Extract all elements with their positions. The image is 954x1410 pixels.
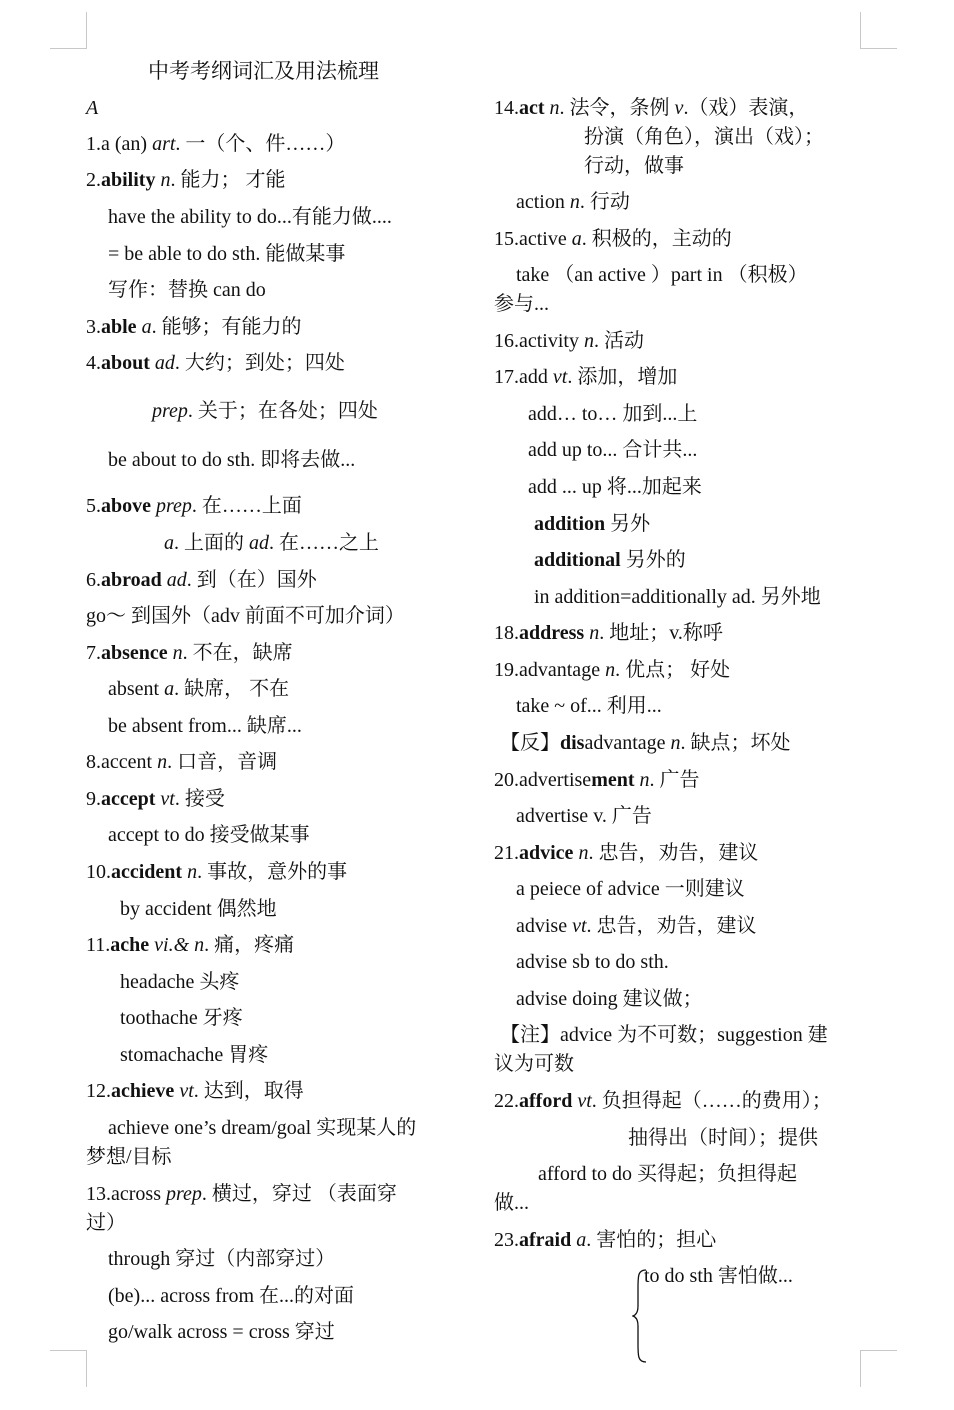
entry-text: accept to do 接受做某事 xyxy=(108,824,310,846)
entry-text: advantage xyxy=(584,732,671,754)
headword-bold: advice xyxy=(519,842,574,864)
entry-line xyxy=(494,327,644,355)
entry-text: 15.active xyxy=(494,228,572,250)
entry-text: 【注】advice 为不可数；suggestion 建 xyxy=(500,1024,828,1046)
entry-text: by accident 偶然地 xyxy=(120,898,277,920)
headword-bold: able xyxy=(101,316,137,338)
entry-text: 扮演（角色），演出（戏）； xyxy=(584,126,824,148)
entry-line xyxy=(516,692,662,720)
headword-bold: achieve xyxy=(111,1080,175,1102)
entry-text: 写作：替换 can do xyxy=(108,279,266,301)
entry-text: 议为可数 xyxy=(494,1053,574,1075)
entry-line xyxy=(494,1226,716,1254)
entry-line xyxy=(644,1262,793,1290)
entry-line xyxy=(86,1180,397,1208)
part-of-speech: n xyxy=(605,659,616,681)
entry-line xyxy=(516,948,669,976)
entry-line xyxy=(108,1318,335,1346)
entry-line xyxy=(516,985,703,1013)
entry-line xyxy=(534,546,686,574)
headword-bold: abroad xyxy=(101,569,162,591)
part-of-speech: vt xyxy=(577,1090,592,1112)
entry-text: . 缺席， 不在 xyxy=(174,678,290,700)
entry-line xyxy=(528,473,702,501)
entry-line xyxy=(164,529,379,557)
entry-text: . 一（个、件……） xyxy=(175,133,346,155)
headword-bold: absence xyxy=(101,642,168,664)
part-of-speech: n xyxy=(589,622,600,644)
entry-text: 参与... xyxy=(494,293,549,315)
part-of-speech: a xyxy=(164,532,174,554)
entry-line xyxy=(628,1124,818,1152)
entry-text: 19.advantage xyxy=(494,659,606,681)
headword-bold: above xyxy=(101,495,151,517)
entry-line xyxy=(494,656,730,684)
entry-text: . 缺点；坏处 xyxy=(680,732,791,754)
part-of-speech: A xyxy=(86,97,99,119)
part-of-speech: n xyxy=(670,732,681,754)
headword-bold: afford xyxy=(519,1090,573,1112)
headword-bold: ment xyxy=(591,769,635,791)
entry-text: achieve one’s dream/goal 实现某人的 xyxy=(108,1117,417,1139)
entry-text: 9. xyxy=(86,788,101,810)
entry-text: . 接受 xyxy=(174,788,225,810)
entry-line xyxy=(86,166,285,194)
headword-bold: addition xyxy=(534,513,606,535)
part-of-speech: ad xyxy=(166,569,187,591)
entry-text: take （an active ）part in （积极） xyxy=(516,264,808,286)
part-of-speech: a xyxy=(141,316,152,338)
entry-line xyxy=(494,1189,529,1217)
part-of-speech: prep xyxy=(165,1183,202,1205)
entry-text: afford to do 买得起；负担得起 xyxy=(538,1163,798,1185)
entry-line xyxy=(86,785,225,813)
entry-line xyxy=(120,1041,268,1069)
entry-text: . 大约；到处；四处 xyxy=(174,352,345,374)
entry-text: 2. xyxy=(86,169,101,191)
entry-line xyxy=(86,313,302,341)
entry-text: (be)... across from 在...的对面 xyxy=(108,1285,355,1307)
headword-bold: ache xyxy=(110,934,150,956)
entry-text: 5. xyxy=(86,495,101,517)
entry-text: . 地址；v.称呼 xyxy=(599,622,723,644)
entry-line xyxy=(534,510,650,538)
entry-line xyxy=(516,802,652,830)
headword-bold: dis xyxy=(560,732,585,754)
part-of-speech: ad xyxy=(154,352,175,374)
entry-text: 7. xyxy=(86,642,101,664)
part-of-speech: n xyxy=(569,191,580,213)
entry-line xyxy=(108,821,310,849)
entry-text: . 积极的，主动的 xyxy=(581,228,732,250)
entry-text: add up to... 合计共... xyxy=(528,439,698,461)
entry-text: 另外的 xyxy=(620,549,686,571)
entry-text: action xyxy=(516,191,570,213)
entry-text: add… to… 加到...上 xyxy=(528,403,698,425)
part-of-speech: prep xyxy=(152,400,188,422)
entry-line xyxy=(494,766,700,794)
entry-text: go/walk across = cross 穿过 xyxy=(108,1321,335,1343)
entry-text: 12. xyxy=(86,1080,111,1102)
part-of-speech: n xyxy=(157,751,168,773)
entry-text: . 口音，音调 xyxy=(167,751,278,773)
entry-line xyxy=(86,566,317,594)
part-of-speech: ad xyxy=(249,532,269,554)
entry-text: 行动，做事 xyxy=(584,155,684,177)
entry-text: . 能够；有能力的 xyxy=(151,316,302,338)
headword-bold: accept xyxy=(101,788,156,810)
entry-line xyxy=(534,583,821,611)
entry-text: . 在……上面 xyxy=(191,495,302,517)
entry-line xyxy=(108,203,392,231)
entry-text: 8.accent xyxy=(86,751,158,773)
entry-text: 梦想/目标 xyxy=(86,1146,172,1168)
entry-line xyxy=(584,152,684,180)
entry-text: . 痛，疼痛 xyxy=(204,934,295,956)
headword-bold: accident xyxy=(111,861,183,883)
entry-text: be about to do sth. 即将去做... xyxy=(108,449,356,471)
entry-line xyxy=(108,1282,354,1310)
entry-text: .（戏）表演， xyxy=(683,97,809,119)
entry-text: . 达到，取得 xyxy=(193,1080,304,1102)
entry-text: . 横过，穿过 （表面穿 xyxy=(201,1183,397,1205)
headword-bold: about xyxy=(101,352,150,374)
entry-text: advise sb to do sth. xyxy=(516,951,669,973)
entry-line xyxy=(494,94,808,122)
entry-text: advertise v. 广告 xyxy=(516,805,652,827)
entry-line xyxy=(108,240,345,268)
entry-line xyxy=(500,729,791,757)
headword-bold: ability xyxy=(101,169,156,191)
entry-text: . 负担得起（……的费用）； xyxy=(591,1090,832,1112)
headword-bold: additional xyxy=(534,549,621,571)
entry-line xyxy=(516,875,745,903)
entry-line xyxy=(494,1050,574,1078)
entry-line xyxy=(528,436,697,464)
entry-text: 做... xyxy=(494,1192,529,1214)
entry-text: 另外 xyxy=(605,513,651,535)
entry-text: go～ 到国外（adv 前面不可加介词） xyxy=(86,605,405,627)
part-of-speech: n xyxy=(172,642,183,664)
entry-line xyxy=(584,123,824,151)
entry-text: . 事故，意外的事 xyxy=(197,861,348,883)
entry-text: 过） xyxy=(86,1212,126,1234)
headword-bold: address xyxy=(519,622,585,644)
entry-line xyxy=(516,188,630,216)
entry-line xyxy=(86,748,277,776)
entry-text: 1.a (an) xyxy=(86,133,153,155)
entry-text: 21. xyxy=(494,842,519,864)
headword-bold: act xyxy=(519,97,545,119)
part-of-speech: n xyxy=(583,330,594,352)
entry-text: advise doing 建议做； xyxy=(516,988,703,1010)
part-of-speech: a xyxy=(571,228,582,250)
entry-text: 3. xyxy=(86,316,101,338)
part-of-speech: a xyxy=(164,678,175,700)
entry-text: . 广告 xyxy=(649,769,700,791)
entry-text: take ~ of... 利用... xyxy=(516,695,662,717)
entry-text: 20.advertise xyxy=(494,769,592,791)
entry-text: 10. xyxy=(86,861,111,883)
entry-text: be absent from... 缺席... xyxy=(108,715,302,737)
entry-line xyxy=(120,1004,243,1032)
part-of-speech: n xyxy=(549,97,560,119)
entry-text: have the ability to do...有能力做.... xyxy=(108,206,392,228)
part-of-speech: n xyxy=(578,842,589,864)
entry-text: . 上面的 xyxy=(174,532,249,554)
entry-text: . 关于；在各处；四处 xyxy=(187,400,378,422)
crop-mark-bottom-left xyxy=(50,1350,87,1387)
entry-line xyxy=(516,912,757,940)
entry-text: . 不在，缺席 xyxy=(182,642,293,664)
entry-text: through 穿过（内部穿过） xyxy=(108,1248,336,1270)
entry-line xyxy=(108,675,289,703)
entry-line xyxy=(86,858,347,886)
entry-line xyxy=(120,968,239,996)
curly-brace-icon xyxy=(632,1268,650,1364)
entry-line xyxy=(86,130,345,158)
entry-line xyxy=(86,931,294,959)
headword-bold: afraid xyxy=(519,1229,572,1251)
entry-text: 抽得出（时间）；提供 xyxy=(628,1127,818,1149)
entry-text: 4. xyxy=(86,352,101,374)
entry-line xyxy=(86,349,345,377)
entry-text: . 到（在）国外 xyxy=(186,569,317,591)
entry-text: . 法令，条例 xyxy=(559,97,675,119)
entry-line xyxy=(538,1160,797,1188)
entry-text: . 在……之上 xyxy=(269,532,379,554)
entry-line xyxy=(108,712,302,740)
entry-line xyxy=(494,290,549,318)
crop-mark-bottom-right xyxy=(860,1350,897,1387)
entry-line xyxy=(108,1245,335,1273)
entry-text: 16.activity xyxy=(494,330,584,352)
document-title: 中考考纲词汇及用法梳理 xyxy=(148,59,379,83)
entry-line xyxy=(108,1114,416,1142)
part-of-speech: vi.& n xyxy=(154,934,205,956)
part-of-speech: vt xyxy=(572,915,587,937)
entry-line xyxy=(86,94,98,122)
part-of-speech: vt xyxy=(160,788,175,810)
entry-text: a peiece of advice 一则建议 xyxy=(516,878,745,900)
entry-text: 22. xyxy=(494,1090,519,1112)
entry-text: . 活动 xyxy=(593,330,644,352)
part-of-speech: vt xyxy=(552,366,568,388)
entry-line xyxy=(494,839,758,867)
entry-text: . 优点； 好处 xyxy=(615,659,731,681)
part-of-speech: v xyxy=(674,97,684,119)
entry-text: . 害怕的；担心 xyxy=(586,1229,717,1251)
crop-mark-top-right xyxy=(860,12,897,49)
entry-line xyxy=(108,446,355,474)
entry-text: to do sth 害怕做... xyxy=(644,1265,793,1287)
entry-text: = be able to do sth. 能做某事 xyxy=(108,243,346,265)
entry-text: 13.across xyxy=(86,1183,166,1205)
part-of-speech: n xyxy=(160,169,171,191)
part-of-speech: prep xyxy=(156,495,192,517)
entry-text: 【反】 xyxy=(500,732,560,754)
entry-line xyxy=(108,276,266,304)
entry-line xyxy=(494,619,723,647)
entry-text: advise xyxy=(516,915,573,937)
entry-line xyxy=(86,602,405,630)
entry-line xyxy=(120,895,277,923)
entry-line xyxy=(86,1209,126,1237)
entry-text: stomachache 胃疼 xyxy=(120,1044,269,1066)
part-of-speech: n xyxy=(187,861,198,883)
entry-line xyxy=(152,397,378,425)
crop-mark-top-left xyxy=(50,12,87,49)
entry-text: . 行动 xyxy=(579,191,630,213)
entry-text: 23. xyxy=(494,1229,519,1251)
entry-text: absent xyxy=(108,678,165,700)
entry-line xyxy=(516,261,808,289)
part-of-speech: n xyxy=(639,769,650,791)
entry-line xyxy=(86,639,293,667)
entry-line xyxy=(86,1143,172,1171)
entry-line xyxy=(494,1087,832,1115)
entry-line xyxy=(528,400,697,428)
entry-text: . 能力； 才能 xyxy=(170,169,286,191)
entry-line xyxy=(86,492,302,520)
entry-line xyxy=(494,225,732,253)
entry-text: . 忠告，劝告，建议 xyxy=(588,842,759,864)
entry-line xyxy=(86,1077,304,1105)
entry-text: 18. xyxy=(494,622,519,644)
part-of-speech: a xyxy=(576,1229,587,1251)
entry-text: . 忠告，劝告，建议 xyxy=(586,915,757,937)
entry-text: toothache 牙疼 xyxy=(120,1007,243,1029)
entry-text: add ... up 将...加起来 xyxy=(528,476,702,498)
entry-text: 11. xyxy=(86,934,111,956)
entry-text: in addition=additionally ad. 另外地 xyxy=(534,586,821,608)
entry-line xyxy=(494,363,677,391)
part-of-speech: vt xyxy=(179,1080,194,1102)
part-of-speech: art xyxy=(152,133,176,155)
entry-line xyxy=(500,1021,828,1049)
entry-text: 6. xyxy=(86,569,101,591)
entry-text: headache 头疼 xyxy=(120,971,240,993)
entry-text: . 添加，增加 xyxy=(567,366,678,388)
entry-text: 14. xyxy=(494,97,519,119)
entry-text: 17.add xyxy=(494,366,553,388)
